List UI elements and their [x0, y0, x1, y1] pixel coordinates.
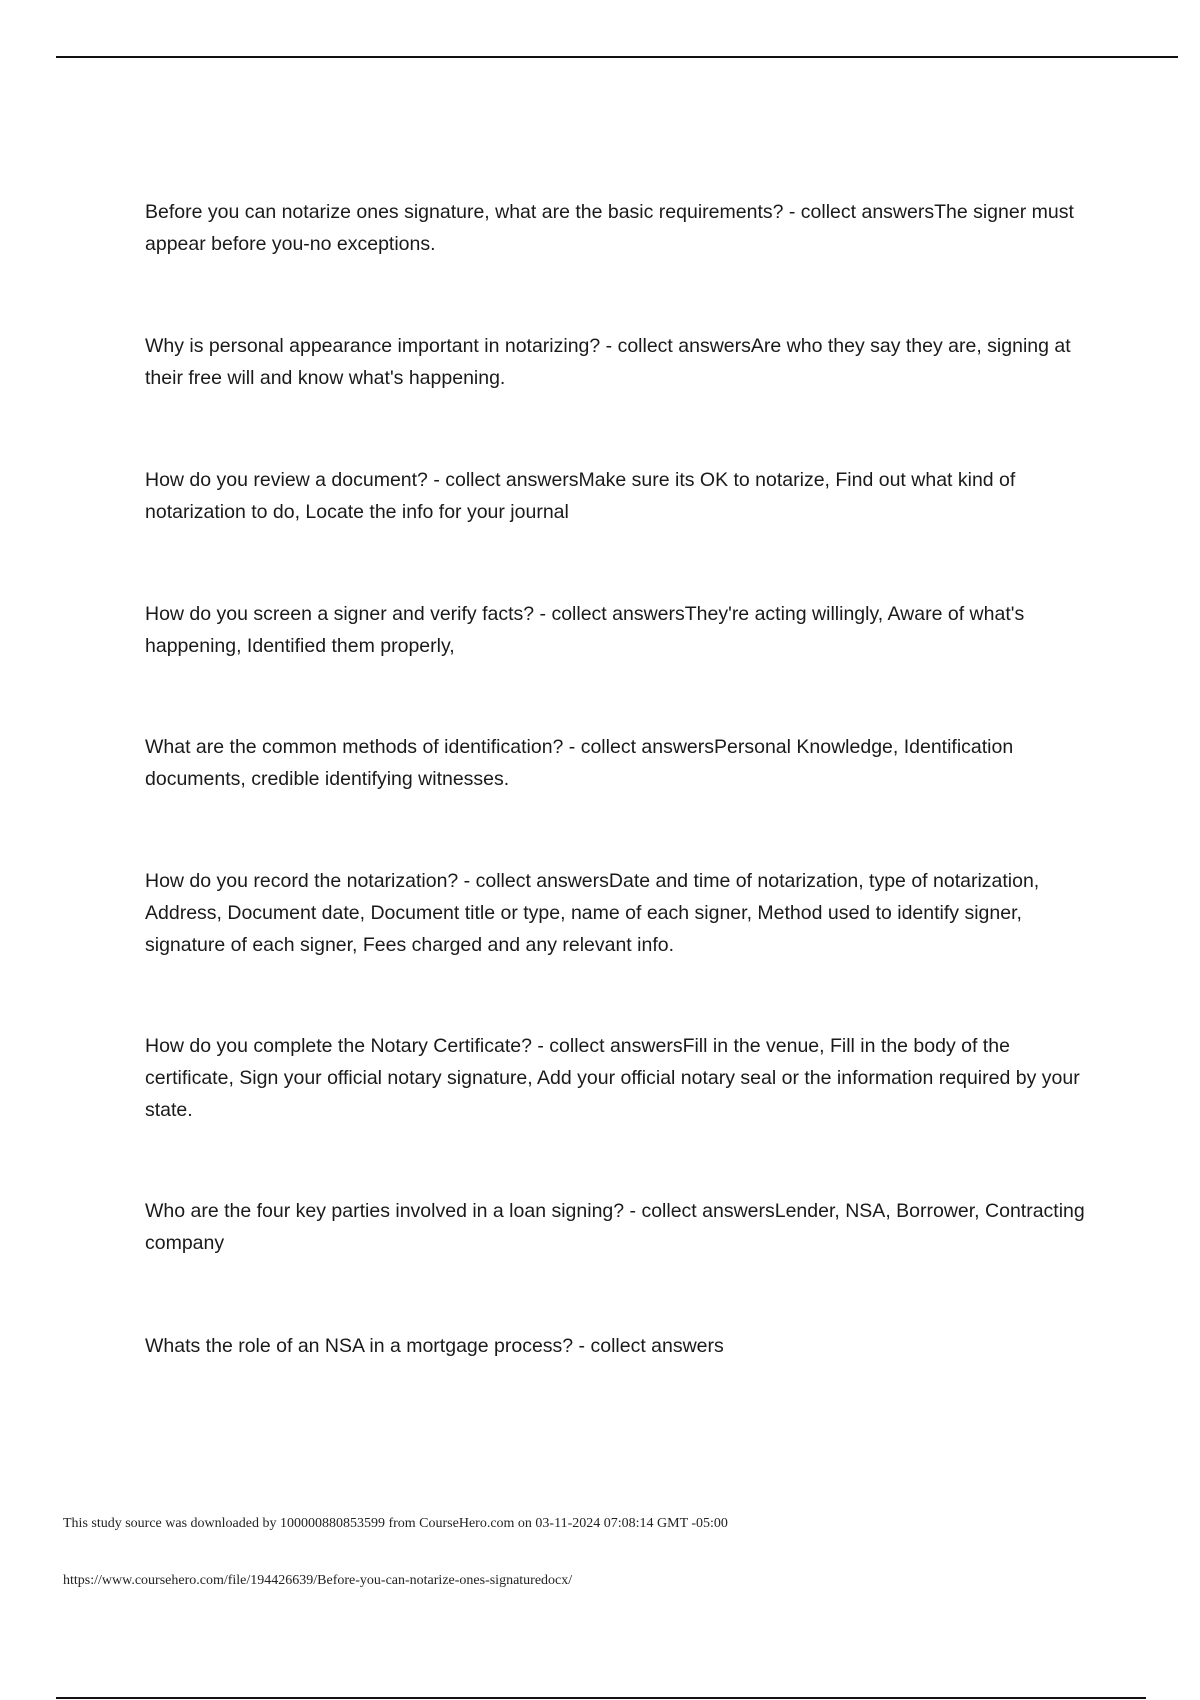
- qa-item-9: Whats the role of an NSA in a mortgage process? - collect answers: [145, 1335, 724, 1357]
- qa-item-3: How do you review a document? - collect answersMake sure its OK to notarize, Find out what kind of notarization to do, Locate the info for your journal: [145, 469, 1016, 523]
- qa-item-4: How do you screen a signer and verify facts? - collect answersThey're acting willingly, Aware of what's happening, Identified them properly,: [145, 603, 1025, 657]
- source-url[interactable]: https://www.coursehero.com/file/194426639/Before-you-can-notarize-ones-signaturedocx/: [63, 1573, 573, 1588]
- qa-item-1: Before you can notarize ones signature, what are the basic requirements? - collect answersThe signer must appear before you-no exceptions.: [145, 201, 1074, 255]
- bottom-divider: [56, 1697, 1146, 1699]
- qa-item-6: How do you record the notarization? - collect answersDate and time of notarization, type of notarization, Address, Document date, Document title or type, name of each signer, Method used to identify signer, signature of each signer, Fees charged and any relevant info.: [145, 870, 1040, 956]
- top-divider: [56, 56, 1178, 58]
- download-source-note: This study source was downloaded by 100000880853599 from CourseHero.com on 03-11-2024 07:08:14 GMT -05:00: [63, 1516, 728, 1531]
- qa-item-2: Why is personal appearance important in notarizing? - collect answersAre who they say they are, signing at their free will and know what's happening.: [145, 335, 1071, 389]
- qa-item-7: How do you complete the Notary Certificate? - collect answersFill in the venue, Fill in the body of the certificate, Sign your official notary signature, Add your official notary seal or the information required by your state.: [145, 1035, 1080, 1121]
- qa-item-8: Who are the four key parties involved in a loan signing? - collect answersLender, NSA, Borrower, Contracting company: [145, 1200, 1085, 1254]
- qa-item-5: What are the common methods of identification? - collect answersPersonal Knowledge, Identification documents, credible identifying witnesses.: [145, 736, 1014, 790]
